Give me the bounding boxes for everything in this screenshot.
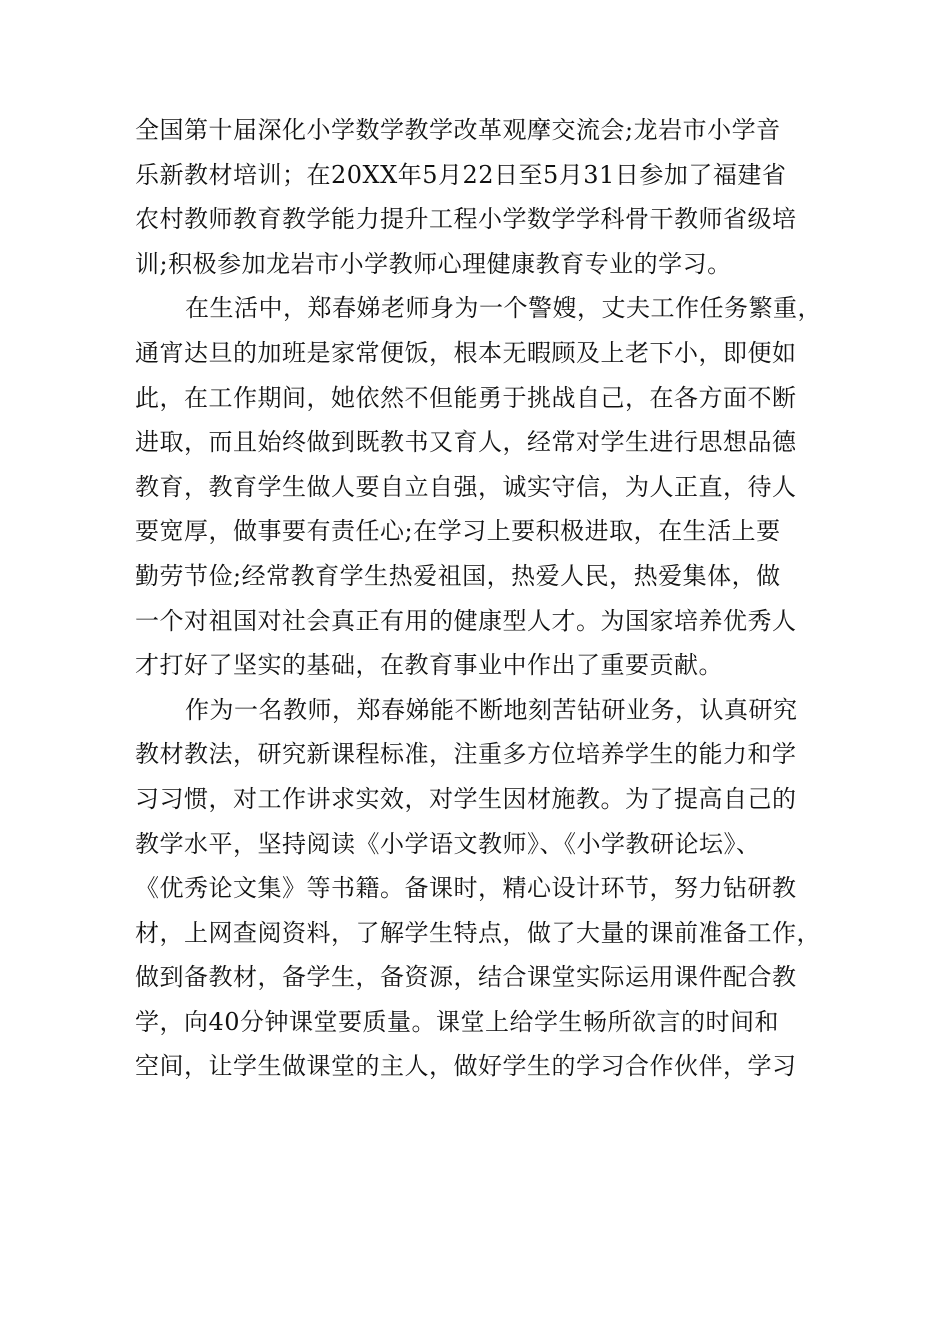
text-line: 教育，教育学生做人要自立自强，诚实守信，为人正直，待人 — [135, 472, 797, 501]
text-line: 全国第十届深化小学数学教学改革观摩交流会;龙岩市小学音 — [135, 116, 781, 144]
text-line: 农村教师教育教学能力提升工程小学数学学科骨干教师省级培 — [135, 205, 797, 234]
text-line: 教材教法，研究新课程标准，注重多方位培养学生的能力和学 — [135, 740, 797, 769]
text-line: 勤劳节俭;经常教育学生热爱祖国，热爱人民，热爱集体，做 — [135, 561, 781, 590]
text-line: 乐新教材培训；在20XX年5月22日至5月31日参加了福建省 — [135, 160, 787, 189]
text-line: 《优秀论文集》等书籍。备课时，精心设计环节，努力钻研教 — [135, 874, 797, 903]
paragraph-3 — [135, 688, 835, 1089]
document-body — [135, 108, 835, 1089]
paragraph-2 — [135, 286, 835, 687]
text-line: 教学水平，坚持阅读《小学语文教师》、《小学教研论坛》、 — [135, 829, 761, 858]
text-line: 训;积极参加龙岩市小学教师心理健康教育专业的学习。 — [135, 249, 732, 278]
text-line: 习习惯，对工作讲求实效，对学生因材施教。为了提高自己的 — [135, 784, 797, 813]
text-line: 才打好了坚实的基础，在教育事业中作出了重要贡献。 — [135, 651, 723, 680]
text-line: 做到备教材，备学生，备资源，结合课堂实际运用课件配合教 — [135, 963, 797, 992]
text-line: 作为一名教师，郑春娣能不断地刻苦钻研业务，认真研究 — [185, 695, 798, 724]
paragraph-1 — [135, 108, 835, 286]
text-line: 进取，而且始终做到既教书又育人，经常对学生进行思想品德 — [135, 428, 797, 457]
text-line: 要宽厚，做事要有责任心;在学习上要积极进取，在生活上要 — [135, 517, 781, 546]
text-line: 在生活中，郑春娣老师身为一个警嫂，丈夫工作任务繁重， — [185, 294, 822, 323]
text-line: 一个对祖国对社会真正有用的健康型人才。为国家培养优秀人 — [135, 606, 797, 635]
text-line: 空间，让学生做课堂的主人，做好学生的学习合作伙伴，学习 — [135, 1052, 797, 1081]
text-line: 学，向40分钟课堂要质量。课堂上给学生畅所欲言的时间和 — [135, 1007, 780, 1036]
text-line: 此，在工作期间，她依然不但能勇于挑战自己，在各方面不断 — [135, 383, 797, 412]
text-line: 材，上网查阅资料，了解学生特点，做了大量的课前准备工作， — [135, 918, 821, 947]
text-line: 通宵达旦的加班是家常便饭，根本无暇顾及上老下小，即便如 — [135, 338, 797, 367]
